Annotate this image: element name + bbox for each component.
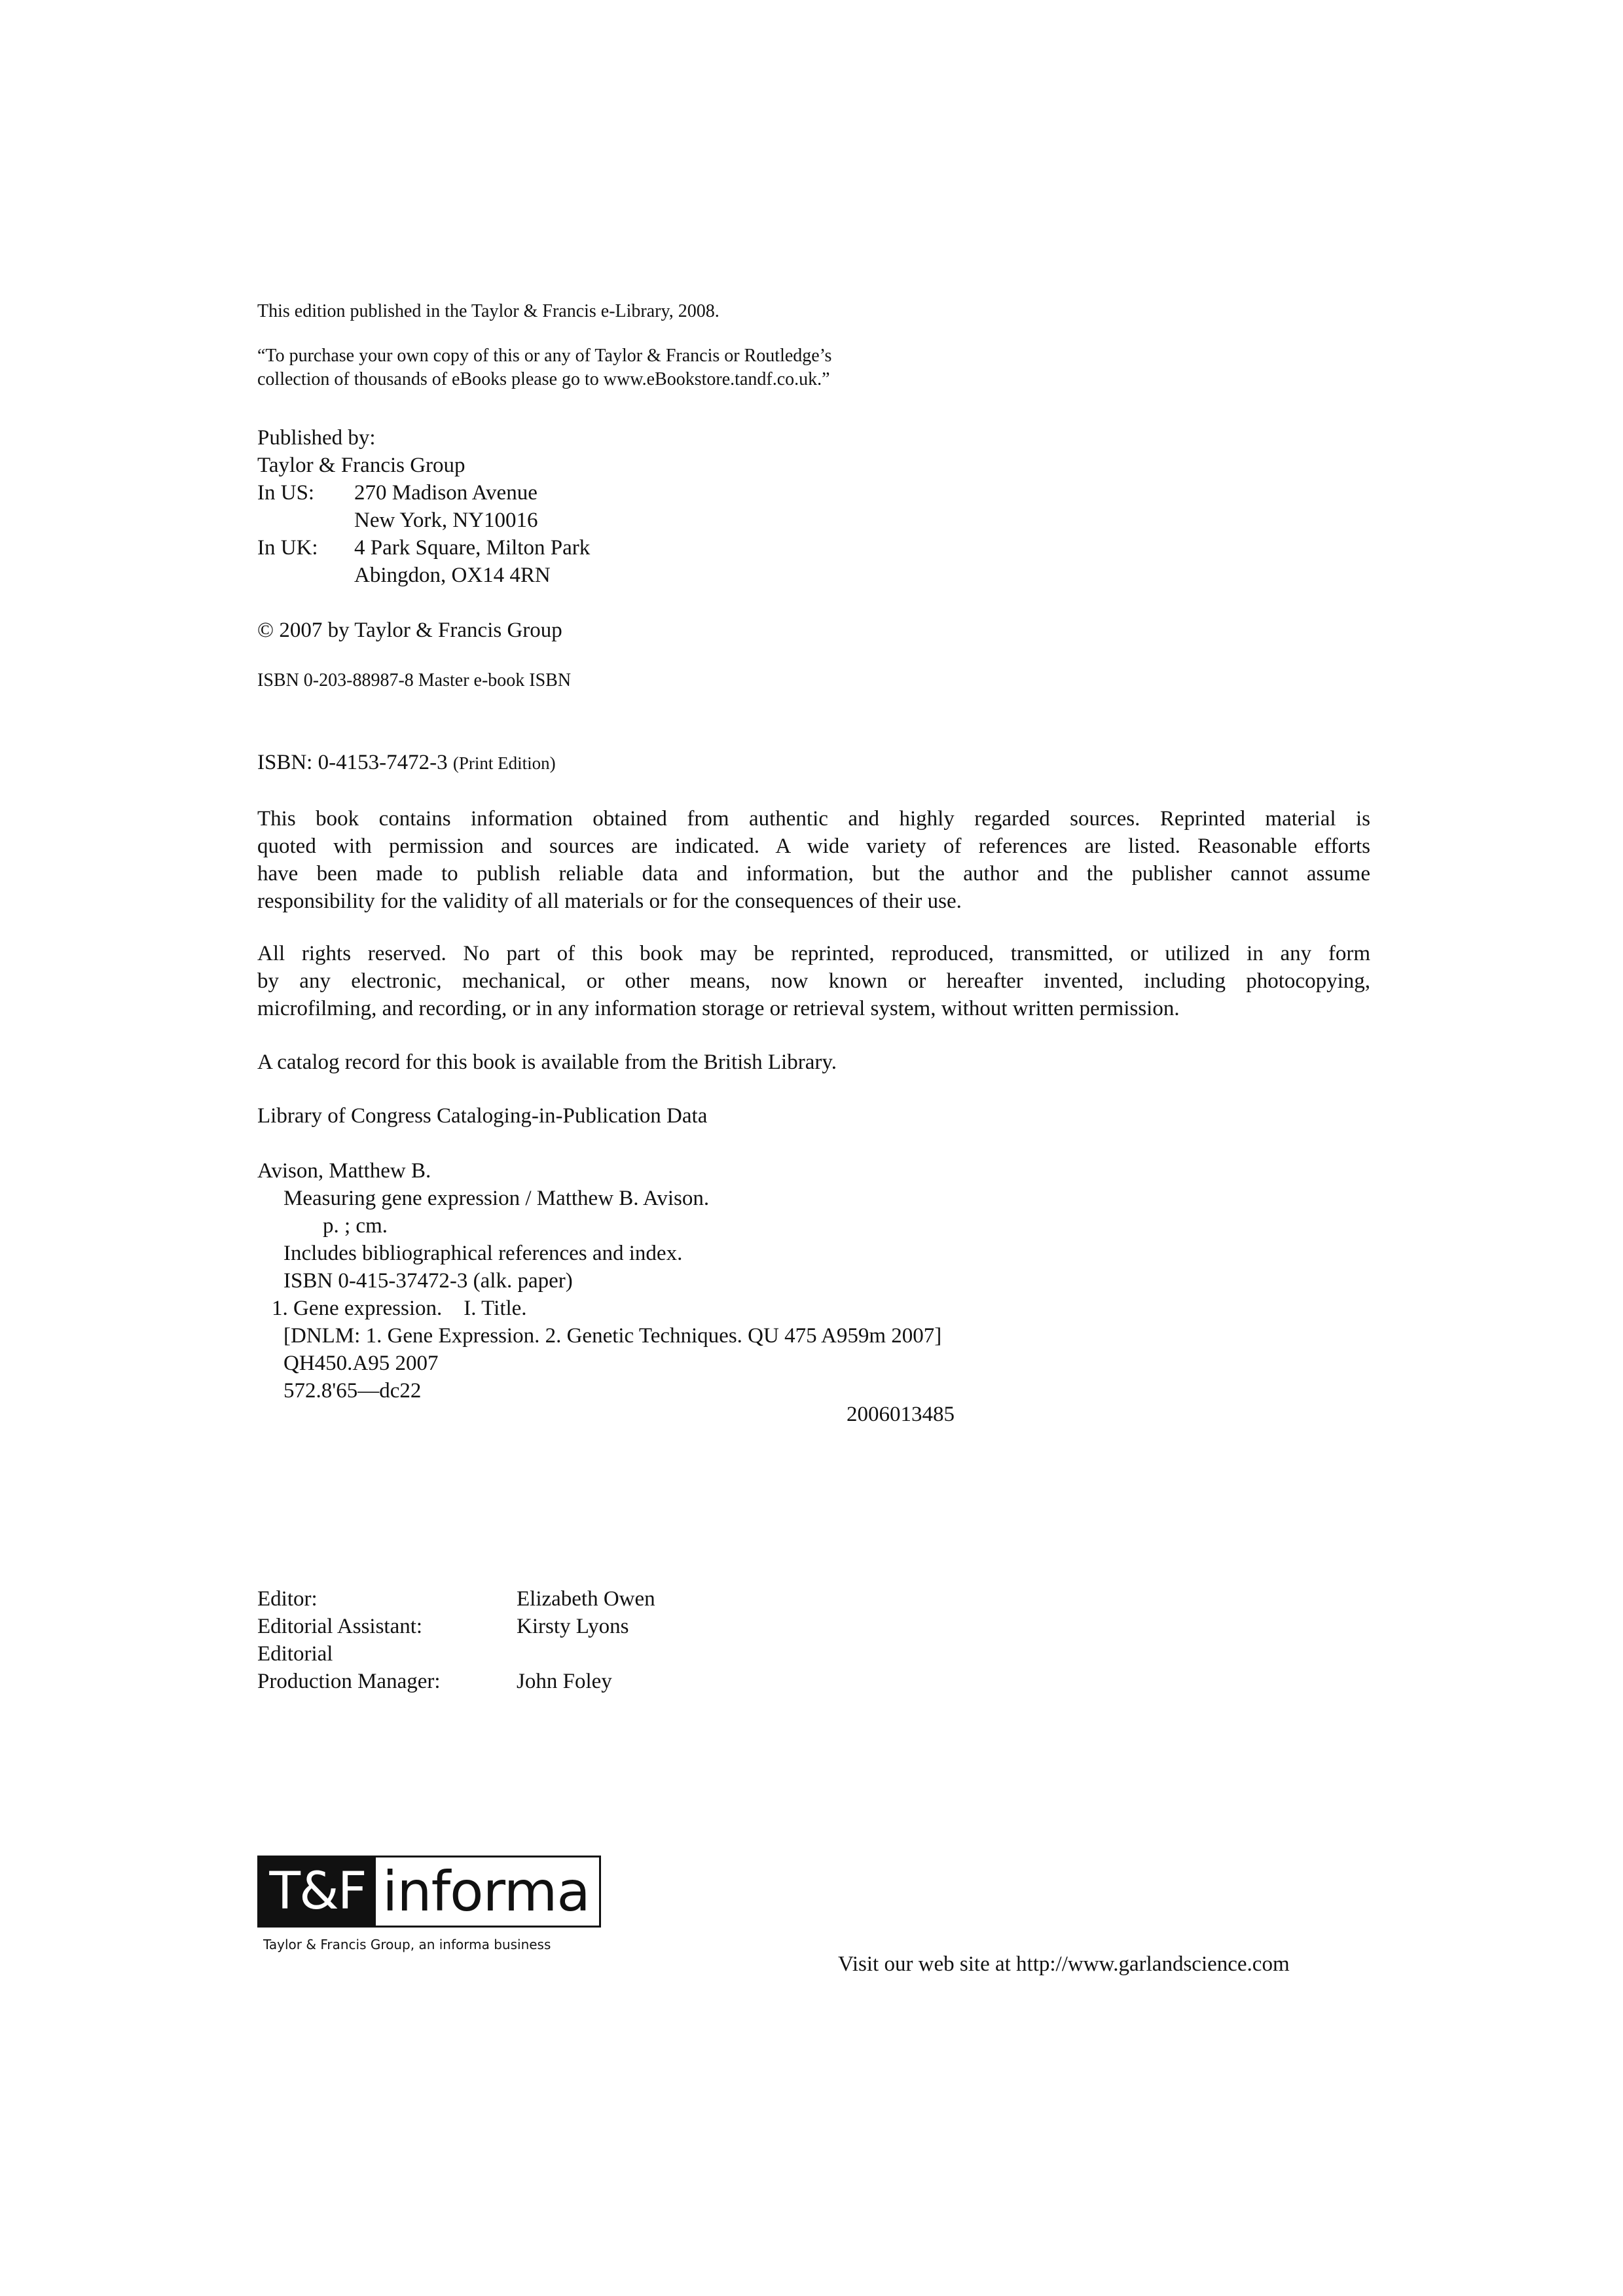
rights-line-last: microfilming, and recording, or in any information storage or retrieval system, without written permission. [257, 997, 1180, 1020]
disclaimer-line: This book contains information obtained from authentic and highly regarded sources. Reprinted material is [257, 807, 1370, 831]
production-credits [257, 1585, 655, 1695]
uk-address-line2: Abingdon, OX14 4RN [354, 564, 551, 587]
us-address-line1: 270 Madison Avenue [354, 481, 538, 505]
purchase-note-line2: collection of thousands of eBooks please go to www.eBookstore.tandf.co.uk.” [257, 369, 830, 389]
editor-label: Editor: [257, 1587, 318, 1611]
cip-title: Measuring gene expression / Matthew B. Avison. [283, 1187, 710, 1210]
cip-dewey: 572.8'65—dc22 [283, 1379, 422, 1403]
uk-address-line1: 4 Park Square, Milton Park [354, 536, 591, 560]
rights-line: by any electronic, mechanical, or other means, now known or hereafter invented, including photocopying, [257, 969, 1370, 993]
logo-tagline: Taylor & Francis Group, an informa business [263, 1937, 551, 1952]
cip-lc-class: QH450.A95 2007 [283, 1352, 439, 1375]
isbn-master: ISBN 0-203-88987-8 Master e-book ISBN [257, 670, 572, 691]
cip-isbn: ISBN 0-415-37472-3 (alk. paper) [283, 1269, 573, 1293]
catalog-note: A catalog record for this book is available from the British Library. [257, 1050, 837, 1074]
disclaimer-line: have been made to publish reliable data and information, but the author and the publisher cannot assume [257, 862, 1370, 886]
rights-line: All rights reserved. No part of this book may be reprinted, reproduced, transmitted, or utilized in any form [257, 942, 1370, 965]
editorial-label: Editorial [257, 1642, 333, 1666]
logo-tf-box: T&F [259, 1857, 376, 1926]
purchase-note-line1: “To purchase your own copy of this or any of Taylor & Francis or Routledge’s [257, 346, 832, 366]
disclaimer-line-last: responsibility for the validity of all materials or for the consequences of their use. [257, 889, 962, 913]
rights-paragraph [257, 940, 1370, 1022]
edition-note: This edition published in the Taylor & Francis e-Library, 2008. [257, 301, 720, 321]
cip-lccn: 2006013485 [847, 1403, 955, 1426]
cip-includes: Includes bibliographical references and index. [283, 1242, 683, 1265]
publisher-heading [257, 424, 465, 479]
assistant-value: Kirsty Lyons [517, 1615, 629, 1638]
uk-label: In UK: [257, 536, 318, 560]
copyright: © 2007 by Taylor & Francis Group [257, 619, 562, 642]
publisher-addresses [257, 479, 590, 589]
loc-heading: Library of Congress Cataloging-in-Publication Data [257, 1104, 708, 1128]
isbn-print [257, 749, 556, 776]
isbn-print-suffix: (Print Edition) [452, 753, 556, 773]
publisher-name: Taylor & Francis Group [257, 454, 465, 477]
website-note: Visit our web site at http://www.garlandscience.com [838, 1952, 1290, 1976]
us-label: In US: [257, 481, 315, 505]
production-value: John Foley [517, 1670, 612, 1693]
cip-author: Avison, Matthew B. [257, 1159, 431, 1183]
cip-record [257, 1157, 941, 1405]
logo-informa-text: informa [382, 1859, 590, 1924]
assistant-label: Editorial Assistant: [257, 1615, 423, 1638]
cip-subjects: 1. Gene expression. I. Title. [272, 1297, 527, 1320]
tf-informa-logo [257, 1856, 601, 1928]
cip-dnlm: [DNLM: 1. Gene Expression. 2. Genetic Techniques. QU 475 A959m 2007] [283, 1324, 942, 1348]
cip-pages: p. ; cm. [323, 1214, 388, 1238]
editor-value: Elizabeth Owen [517, 1587, 655, 1611]
isbn-print-number: ISBN: 0-4153-7472-3 [257, 751, 448, 774]
production-label: Production Manager: [257, 1670, 441, 1693]
purchase-note [257, 344, 831, 391]
us-address-line2: New York, NY10016 [354, 509, 538, 532]
disclaimer-line: quoted with permission and sources are indicated. A wide variety of references are listed. Reasonable efforts [257, 834, 1370, 858]
published-by-label: Published by: [257, 426, 376, 450]
disclaimer-paragraph [257, 805, 1370, 915]
